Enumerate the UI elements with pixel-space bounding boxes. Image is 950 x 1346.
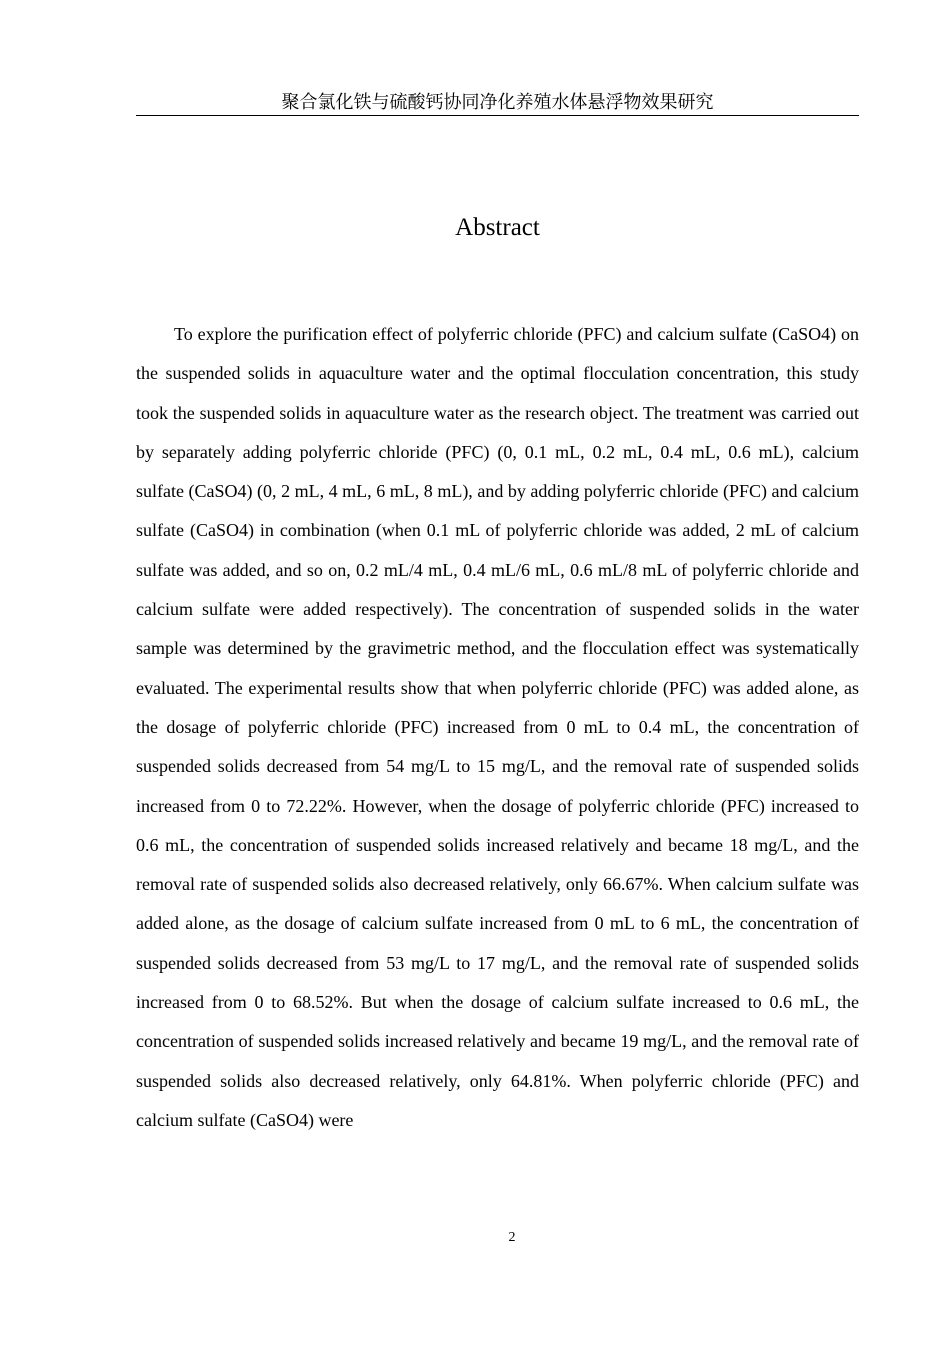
running-header: 聚合氯化铁与硫酸钙协同净化养殖水体悬浮物效果研究: [136, 90, 859, 116]
abstract-paragraph: To explore the purification effect of polyferric chloride (PFC) and calcium sulfate (CaSO4) on the suspended solids in aquaculture water and the optimal flocculation concentration, this study took the suspended solids in aquaculture water as the research object. The treatment was carried out by separately adding polyferric chloride (PFC) (0, 0.1 mL, 0.2 mL, 0.4 mL, 0.6 mL), calcium sulfate (CaSO4) (0, 2 mL, 4 mL, 6 mL, 8 mL), and by adding polyferric chloride (PFC) and calcium sulfate (CaSO4) in combination (when 0.1 mL of polyferric chloride was added, 2 mL of calcium sulfate was added, and so on, 0.2 mL/4 mL, 0.4 mL/6 mL, 0.6 mL/8 mL of polyferric chloride and calcium sulfate were added respectively). The concentration of suspended solids in the water sample was determined by the gravimetric method, and the flocculation effect was systematically evaluated. The experimental results show that when polyferric chloride (PFC) was added alone, as the dosage of polyferric chloride (PFC) increased from 0 mL to 0.4 mL, the concentration of suspended solids decreased from 54 mg/L to 15 mg/L, and the removal rate of suspended solids increased from 0 to 72.22%. However, when the dosage of polyferric chloride (PFC) increased to 0.6 mL, the concentration of suspended solids increased relatively and became 18 mg/L, and the removal rate of suspended solids also decreased relatively, only 66.67%. When calcium sulfate was added alone, as the dosage of calcium sulfate increased from 0 mL to 6 mL, the concentration of suspended solids decreased from 53 mg/L to 17 mg/L, and the removal rate of suspended solids increased from 0 to 68.52%. But when the dosage of calcium sulfate increased to 0.6 mL, the concentration of suspended solids increased relatively and became 19 mg/L, and the removal rate of suspended solids also decreased relatively, only 64.81%. When polyferric chloride (PFC) and calcium sulfate (CaSO4) were: [136, 324, 859, 1130]
page-number: 2: [508, 1230, 516, 1245]
section-title: Abstract: [455, 214, 540, 241]
